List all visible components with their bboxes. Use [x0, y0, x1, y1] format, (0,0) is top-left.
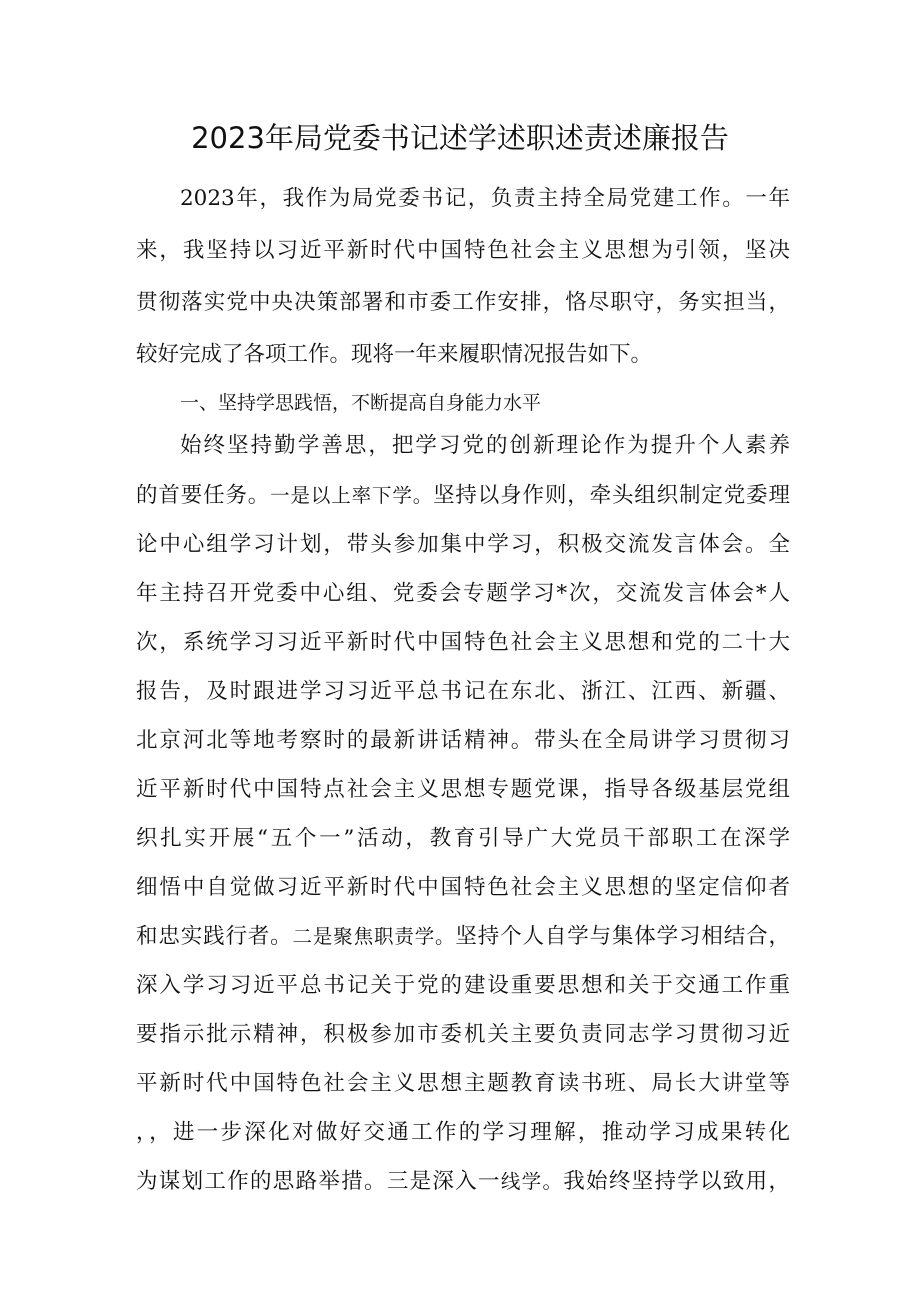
- body-line-16-pre: 为谋划工作的思路举措。三是深入一: [136, 1169, 501, 1194]
- intro-line-4: 较好完成了各项工作。现将一年来履职情况报告如下。: [136, 342, 653, 367]
- body-line-16: [136, 1164, 790, 1200]
- body-line-7: 北京河北等地考察时的最新讲话精神。带头在全局讲学习贯彻习: [136, 728, 790, 753]
- body-line-16-post: 我始终坚持学以致用，: [563, 1169, 790, 1194]
- document-title: 2023年局党委书记述学述职述责述廉报告: [191, 121, 729, 155]
- body-line-6: 报告，及时跟进学习习近平总书记在东北、浙江、江西、新疆、: [136, 679, 790, 704]
- intro-line-2: 来，我坚持以习近平新时代中国特色社会主义思想为引领，坚决: [136, 238, 790, 263]
- intro-line-1: 2023年，我作为局党委书记，负责主持全局党建工作。一年: [180, 186, 790, 211]
- body-line-8: 近平新时代中国特点社会主义思想专题党课，指导各级基层党组: [136, 777, 790, 802]
- body-line-2-post: 坚持以身作则，牵头组织制定党委理: [433, 483, 790, 508]
- body-line-11-pre: 和忠实践行者。: [136, 924, 293, 949]
- body-line-3: 论中心组学习计划，带头参加集中学习，积极交流发言体会。全: [136, 532, 790, 557]
- body-line-4: 年主持召开党委中心组、党委会专题学习*次，交流发言体会*人: [136, 581, 790, 606]
- body-line-16-bold: 线学。: [500, 1170, 564, 1193]
- body-line-2: [136, 478, 790, 514]
- body-line-9: 织扎实开展“五个一”活动，教育引导广大党员干部职工在深学: [136, 826, 790, 851]
- body-line-1: 始终坚持勤学善思，把学习党的创新理论作为提升个人素养: [180, 433, 790, 458]
- section-1-heading: 一、坚持学思践悟，不断提高自身能力水平: [180, 392, 542, 414]
- body-line-14: 平新时代中国特色社会主义思想主题教育读书班、局长大讲堂等: [136, 1071, 790, 1096]
- body-line-11-post: 坚持个人自学与集体学习相结合，: [455, 924, 790, 949]
- body-line-15: ，，进一步深化对做好交通工作的学习理解，推动学习成果转化: [136, 1120, 790, 1145]
- body-line-10: 细悟中自觉做习近平新时代中国特色社会主义思想的坚定信仰者: [136, 875, 790, 900]
- body-line-13: 要指示批示精神，积极参加市委机关主要负责同志学习贯彻习近: [136, 1022, 790, 1047]
- body-line-5: 次，系统学习习近平新时代中国特色社会主义思想和党的二十大: [136, 630, 790, 655]
- intro-line-3: 贯彻落实党中央决策部署和市委工作安排，恪尽职守，务实担当，: [136, 290, 790, 315]
- body-line-12: 深入学习习近平总书记关于党的建设重要思想和关于交通工作重: [136, 973, 790, 998]
- body-line-11-bold: 二是聚焦职责学。: [292, 925, 456, 948]
- body-line-2-bold: 一是以上率下学。: [270, 484, 434, 507]
- body-line-11: [136, 919, 790, 955]
- body-line-2-pre: 的首要任务。: [136, 483, 271, 508]
